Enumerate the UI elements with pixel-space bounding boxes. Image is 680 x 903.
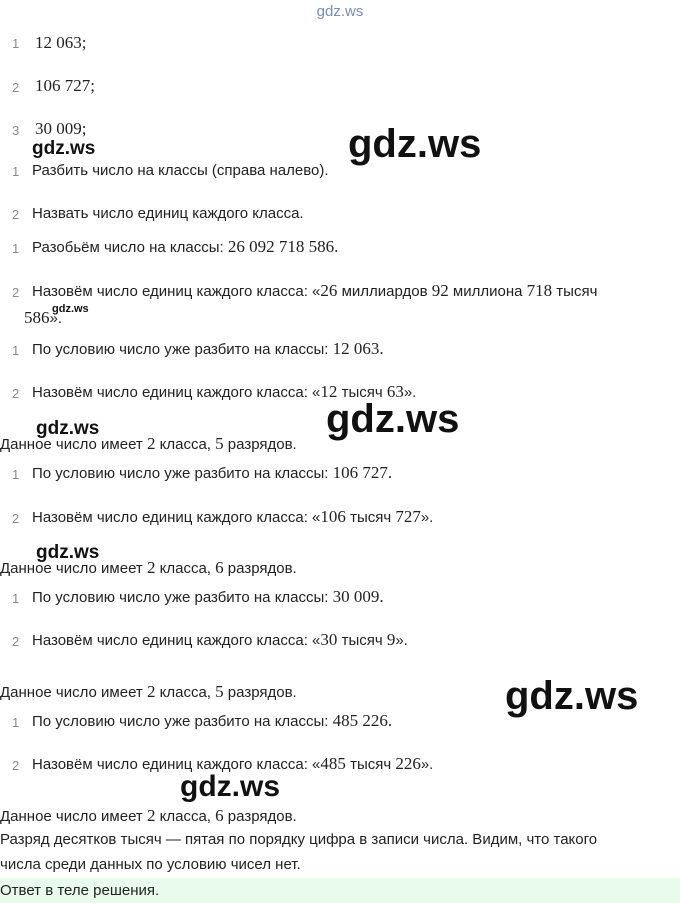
watermark: gdz.ws <box>505 674 639 718</box>
summary-line <box>0 806 297 826</box>
text: ». <box>395 632 408 649</box>
math-value: 6 <box>215 806 224 825</box>
watermark: gdz.ws <box>32 138 96 159</box>
list-number: 3 <box>12 123 20 138</box>
text: Назовём число единиц каждого класса: « <box>32 384 321 401</box>
text: Данное число имеет <box>0 560 147 577</box>
watermark-top: gdz.ws <box>316 3 364 20</box>
solution-line <box>32 630 408 650</box>
summary-line <box>0 682 297 702</box>
math-value: 2 <box>146 682 156 701</box>
step-number: 1 <box>12 164 20 179</box>
text: Данное число имеет <box>0 684 147 701</box>
math-value: 485 <box>320 754 346 773</box>
math-value: 2 <box>146 558 156 577</box>
solution-line <box>32 711 392 731</box>
text: миллиардов <box>337 283 432 300</box>
conclusion-line: Разряд десятков тысяч — пятая по порядку цифра в записи числа. Видим, что такого <box>0 831 598 848</box>
text: разрядов. <box>223 560 297 577</box>
text: тысяч <box>345 509 396 526</box>
text: Данное число имеет <box>0 436 147 453</box>
text: По условию число уже разбито на классы: <box>32 465 333 482</box>
answer-text: Ответ в теле решения. <box>0 882 160 899</box>
text: Назовём число единиц каждого класса: « <box>32 283 321 300</box>
math-value: 106 <box>320 507 346 526</box>
step-number: 1 <box>12 467 20 482</box>
math-value: 6 <box>215 558 224 577</box>
watermark: gdz.ws <box>36 418 100 439</box>
conclusion-line: числа среди данных по условию чисел нет. <box>0 856 301 873</box>
list-number: 2 <box>12 80 20 95</box>
math-value: 30 <box>320 630 338 649</box>
solution-line <box>32 281 597 301</box>
math-value: 63 <box>386 382 404 401</box>
text: тысяч <box>337 632 387 649</box>
step-number: 1 <box>12 591 20 606</box>
text: Назовём число единиц каждого класса: « <box>32 632 321 649</box>
list-number: 1 <box>12 36 20 51</box>
math-value: 9 <box>386 630 396 649</box>
watermark: gdz.ws <box>348 122 482 166</box>
text: разрядов. <box>223 808 297 825</box>
text: класса, <box>155 684 216 701</box>
math-value: 26 092 718 586. <box>227 237 339 256</box>
text: класса, <box>155 560 216 577</box>
watermark: gdz.ws <box>180 770 281 803</box>
step-number: 2 <box>12 511 20 526</box>
answer-bar <box>0 878 680 903</box>
step-text: Разбить число на классы (справа налево). <box>32 162 329 179</box>
math-value: 485 226. <box>332 711 393 730</box>
math-value: 727 <box>395 507 421 526</box>
text: Данное число имеет <box>0 808 147 825</box>
math-value: 92 <box>431 281 449 300</box>
math-value: 718 <box>526 281 553 300</box>
solution-line <box>32 587 384 607</box>
text: разрядов. <box>223 684 297 701</box>
summary-line <box>0 434 297 454</box>
list-value: 12 063; <box>35 33 87 52</box>
list-value: 30 009; <box>35 119 87 138</box>
math-value: 5 <box>215 434 224 453</box>
math-value: 26 <box>320 281 338 300</box>
solution-line <box>32 339 384 359</box>
math-value: 5 <box>215 682 224 701</box>
math-value: 106 727. <box>332 463 393 482</box>
math-value: 226 <box>395 754 421 773</box>
text: Назовём число единиц каждого класса: « <box>32 756 321 773</box>
step-number: 2 <box>12 207 20 222</box>
step-number: 2 <box>12 386 20 401</box>
text: класса, <box>155 808 216 825</box>
text: По условию число уже разбито на классы: <box>32 589 333 606</box>
math-value: 12 063. <box>332 339 384 358</box>
watermark: gdz.ws <box>36 542 100 563</box>
math-value: 2 <box>146 806 156 825</box>
step-number: 1 <box>12 343 20 358</box>
math-value: 12 <box>320 382 338 401</box>
text: тысяч <box>337 384 387 401</box>
step-number: 2 <box>12 285 20 300</box>
watermark: gdz.ws <box>326 397 460 441</box>
math-value: 2 <box>146 434 156 453</box>
watermark: gdz.ws <box>52 303 89 315</box>
text: ». <box>49 310 63 327</box>
step-number: 1 <box>12 715 20 730</box>
step-text: Назвать число единиц каждого класса. <box>32 205 304 222</box>
summary-line <box>0 558 297 578</box>
text: Разобьём число на классы: <box>32 239 228 256</box>
text: По условию число уже разбито на классы: <box>32 713 333 730</box>
step-number: 2 <box>12 758 20 773</box>
text: ». <box>420 509 434 526</box>
text: миллиона <box>448 283 527 300</box>
math-value: 586 <box>24 308 50 327</box>
text: ». <box>420 756 434 773</box>
text: Назовём число единиц каждого класса: « <box>32 509 321 526</box>
math-value: 30 009. <box>332 587 384 606</box>
text: класса, <box>155 436 216 453</box>
step-number: 2 <box>12 634 20 649</box>
list-value: 106 727; <box>35 76 95 95</box>
solution-line <box>32 463 392 483</box>
step-number: 1 <box>12 241 20 256</box>
text: тысяч <box>345 756 396 773</box>
text: тысяч <box>552 283 598 300</box>
text: ». <box>403 384 417 401</box>
solution-line <box>32 507 433 527</box>
solution-line <box>32 237 338 257</box>
text: разрядов. <box>223 436 297 453</box>
text: По условию число уже разбито на классы: <box>32 341 333 358</box>
